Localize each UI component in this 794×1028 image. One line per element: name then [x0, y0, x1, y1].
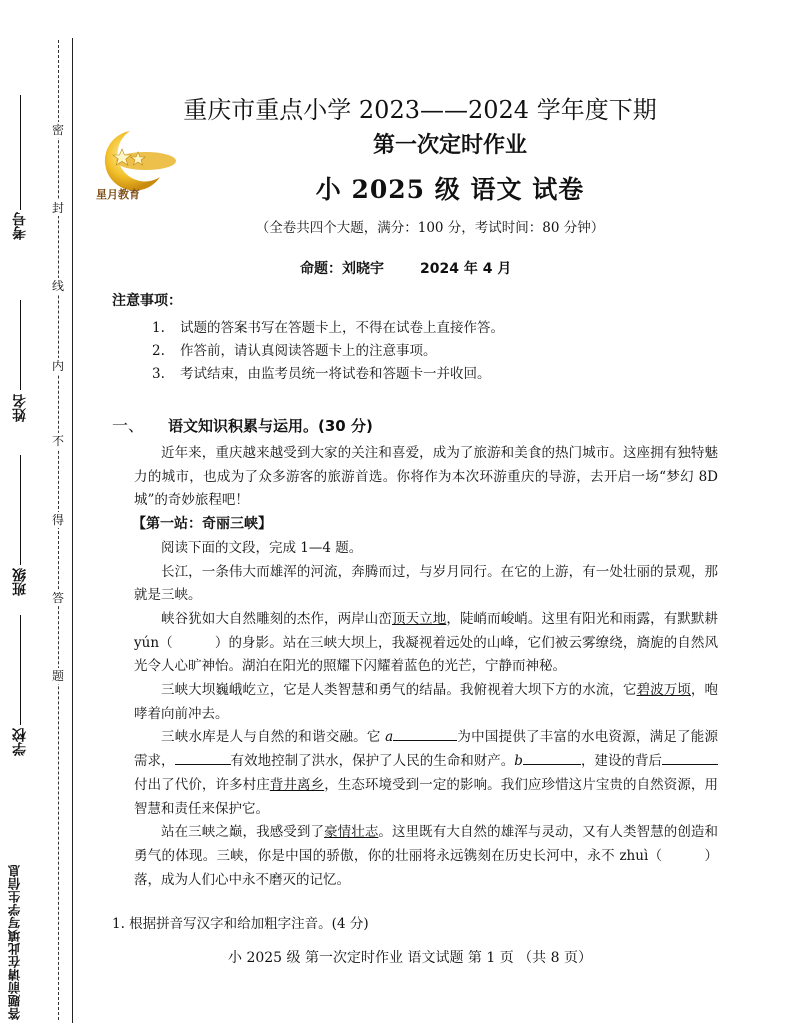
name-label: 姓名	[12, 394, 28, 422]
binding-strip	[0, 0, 75, 1028]
binding-solid-line	[72, 38, 73, 1023]
answer-blank[interactable]	[662, 750, 718, 765]
school-term-title: 重庆市重点小学 2023——2024 学年度下期	[183, 96, 657, 124]
exam-number-label: 考号	[12, 212, 28, 240]
page-footer: 小 2025 级 第一次定时作业 语文试题 第 1 页 （共 8 页）	[228, 950, 592, 966]
exam-info: （全卷共四个大题，满分：100 分，考试时间：80 分钟）	[255, 220, 605, 236]
instruction: 阅读下面的文段，完成 1—4 题。	[161, 539, 363, 556]
note-item: 2. 作答前，请认真阅读答题卡上的注意事项。	[152, 343, 437, 359]
paragraph: 长江，一条伟大而雄浑的河流，奔腾而过，与岁月同行。在它的上游，有一处壮丽的景观，那就是三峡。	[134, 563, 718, 604]
seal-char: 线	[51, 279, 64, 293]
author: 命题：刘晓宇	[300, 261, 384, 277]
answer-blank[interactable]	[175, 750, 231, 765]
binding-note: 答题前请在此填写学生信息	[7, 864, 22, 1020]
notes-heading: 注意事项：	[112, 293, 182, 309]
seal-char: 内	[51, 359, 64, 373]
school-label: 学校	[12, 728, 28, 756]
date: 2024 年 4 月	[420, 261, 512, 277]
seal-char: 不	[51, 434, 64, 448]
answer-blank[interactable]	[393, 726, 457, 741]
note-item: 3. 考试结束，由监考员统一将试卷和答题卡一并收回。	[152, 366, 491, 382]
exam-number-field[interactable]	[20, 95, 21, 210]
assignment-title: 第一次定时作业	[372, 132, 527, 158]
school-field[interactable]	[20, 615, 21, 725]
class-field[interactable]	[20, 455, 21, 565]
seal-char: 答	[51, 591, 64, 605]
class-label: 班级	[12, 568, 28, 596]
name-field[interactable]	[20, 300, 21, 390]
seal-char: 得	[51, 513, 64, 527]
paragraph: 峡谷犹如大自然雕刻的杰作，两岸山峦顶天立地，陡峭而峻峭。这里有阳光和雨露，有默默耕 yún（ ）的身影。站在三峡大坝上，我凝视着远处的山峰，它们被云雾缭绕，旖旎的自然风光令人心旷神怡。湖泊在阳光的照耀下闪耀着蓝色的光芒，宁静而神秘。	[134, 610, 719, 675]
paragraph: 三峡水库是人与自然的和谐交融。它 a 为中国提供了丰富的水电资源，满足了能源需求， 有效地控制了洪水，保护了人民的生命和财产。b ，建设的背后付出了代价，许多村庄背井离乡，生态环境受到一定的影响。我们应珍惜这片宝贵的自然资源，用智慧和责任来保护它。	[134, 726, 718, 821]
paper-title: 小 2025 级 语文 试卷	[315, 175, 585, 204]
stop-heading: 【第一站：奇丽三峡】	[132, 516, 272, 533]
seal-char: 封	[51, 201, 64, 215]
note-item: 1. 试题的答案书写在答题卡上，不得在试卷上直接作答。	[152, 320, 504, 336]
paragraph: 三峡大坝巍峨屹立，它是人类智慧和勇气的结晶。我俯视着大坝下方的水流，它碧波万顷，咆哮着向前冲去。	[134, 682, 719, 722]
seal-dashed-line	[58, 40, 59, 1020]
answer-blank[interactable]	[523, 750, 581, 765]
intro-paragraph: 近年来，重庆越来越受到大家的关注和喜爱，成为了旅游和美食的热门城市。这座拥有独特魅力的城市，也成为了众多游客的旅游首选。你将作为本次环游重庆的导游，去开启一场“梦幻 8D 城”的奇妙旅程吧！	[134, 445, 718, 509]
section-heading: 一、 语文知识积累与运用。(30 分)	[112, 416, 373, 435]
seal-char: 密	[51, 123, 64, 137]
author-line	[300, 258, 511, 278]
seal-char: 题	[51, 669, 64, 683]
question-1: 1. 根据拼音写汉字和给加粗字注音。(4 分)	[112, 916, 369, 932]
paragraph: 站在三峡之巅，我感受到了豪情壮志。这里既有大自然的雄浑与灵动，又有人类智慧的创造和勇气的体现。三峡，你是中国的骄傲，你的壮丽将永远镌刻在历史长河中，永不 zhuì（ ）落，成为人们心中永不磨灭的记忆。	[134, 824, 719, 888]
logo-text: 星月教育	[96, 188, 140, 201]
section-body	[134, 442, 718, 892]
